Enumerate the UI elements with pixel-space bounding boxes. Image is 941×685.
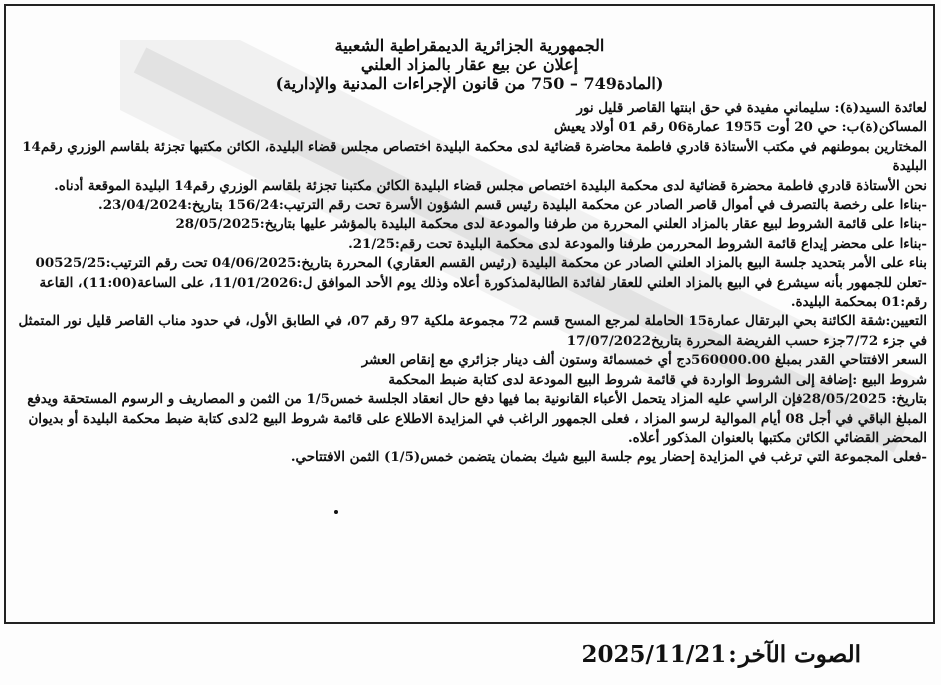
paragraph-opening-price: السعر الافتتاحي القدر بمبلغ 560000.00دج أي خمسمائة وستون ألف دينار جزائري مع إنقاص العشر bbox=[361, 352, 927, 369]
publication-date: 2025/11/21 bbox=[581, 641, 727, 668]
paragraph-property-description: التعيين:شقة الكائنة بحي البرتقال عمارة15 الحاملة لمرجع المسح قسم 72 مجموعة ملكية 97 رقم 07، في الطابق الأول، في حدود مناب القاصر قليل نور المتمثل في جزء 7/72جزء حسب الفريضة المحررة بتاريخ17/07/2022 bbox=[18, 313, 927, 349]
legal-article: (المادة749 – 750 من قانون الإجراءات المدنية والإدارية) bbox=[275, 74, 664, 93]
paragraph-session-order: بناء على الأمر بتحديد جلسة البيع بالمزاد العلني الصادر عن محكمة البليدة (رئيس القسم العقاري) المحررة بتاريخ:04/06/2025 تحت رقم الترتيب:00525/25 bbox=[35, 255, 927, 272]
paragraph-payment-terms: بتاريخ: 28/05/2025فإن الراسي عليه المزاد يتحمل الأعباء القانونية بما فيها دفع حال انعقاد الجلسة خمس1/5 من الثمن و المصاريف و الرسوم المستحقة ويدفع المبلغ الباقي في أجل 08 أيام الموالية لرسو المزاد ، فعلى الجمهور الراغب في المزايدة الاطلاع على قائمة شروط البيع 2لدى كتابة ضبط محكمة البليدة أو بديوان المحضر القضائي الكائن مكتبها بالعنوان المذكور أعلاه. bbox=[27, 391, 927, 446]
paragraph-residence: المساكن(ة)ب: حي 20 أوت 1955 عمارة06 رقم 01 أولاد يعيش bbox=[554, 119, 927, 136]
notice-content bbox=[12, 36, 927, 468]
paragraph-beneficiary: لعائدة السيد(ة): سليماني مفيدة في حق ابنتها القاصر قليل نور bbox=[576, 100, 927, 116]
paragraph-conditions-list: -بناءا على قائمة الشروط لبيع عقار بالمزاد العلني المحررة من طرفنا والمودعة لدى محكمة البليدة بالمؤشر عليها بتاريخ:28/05/2025 bbox=[175, 216, 927, 233]
newspaper-name: الصوت الآخر bbox=[738, 641, 861, 668]
auction-title: إعلان عن بيع عقار بالمزاد العلني bbox=[360, 55, 579, 74]
publication-footer: الصوت الآخر:2025/11/21 bbox=[581, 641, 861, 668]
paragraph-bailiff: نحن الأستاذة قادري فاطمة محضرة قضائية لدى محكمة البليدة اختصاص مجلس قضاء البليدة الكائن مكتبنا تجزئة بلقاسم الوزري رقم14 البليدة الموقعة أدناه. bbox=[54, 177, 927, 194]
republic-title: الجمهورية الجزائرية الديمقراطية الشعبية bbox=[334, 36, 605, 55]
paragraph-public-notice: -تعلن للجمهور بأنه سيشرع في البيع بالمزاد العلني للعقار لفائدة الطالبةلمذكورة أعلاه وذلك يوم الأحد الموافق ل:11/01/2026، على الساعة(11:00)، القاعة رقم:01 بمحكمة البليدة. bbox=[39, 274, 927, 311]
paragraph-guarantee: -فعلى المجموعة التي ترغب في المزايدة إحضار يوم جلسة البيع شيك بضمان يتضمن خمس(1/5) الثمن الافتتاحي. bbox=[290, 449, 927, 466]
paragraph-deposit-report: -بناءا على محضر إيداع قائمة الشروط المحررمن طرفنا والمودعة لدى محكمة البليدة تحت رقم:21/25. bbox=[348, 235, 927, 252]
paragraph-sale-terms: شروط البيع :إضافة إلى الشروط الواردة في قائمة شروط البيع المودعة لدى كتابة ضبط المحكمة bbox=[388, 371, 927, 388]
notice-header bbox=[12, 36, 927, 93]
paragraph-permit: -بناءا على رخصة بالتصرف في أموال قاصر الصادر عن محكمة البليدة رئيس قسم الشؤون الأسرة تحت رقم الترتيب:156/24 بتاريخ:23/04/2024. bbox=[98, 197, 927, 214]
paragraph-domicile: المختارين بموطنهم في مكتب الأستاذة قادري فاطمة محاضرة قضائية لدى محكمة البليدة اختصاص مجلس قضاء البليدة، الكائن مكتبها تجزئة بلقاسم الوزري رقم14 البليدة bbox=[22, 138, 927, 175]
notice-body bbox=[12, 99, 927, 468]
bullet-mark bbox=[334, 510, 338, 514]
